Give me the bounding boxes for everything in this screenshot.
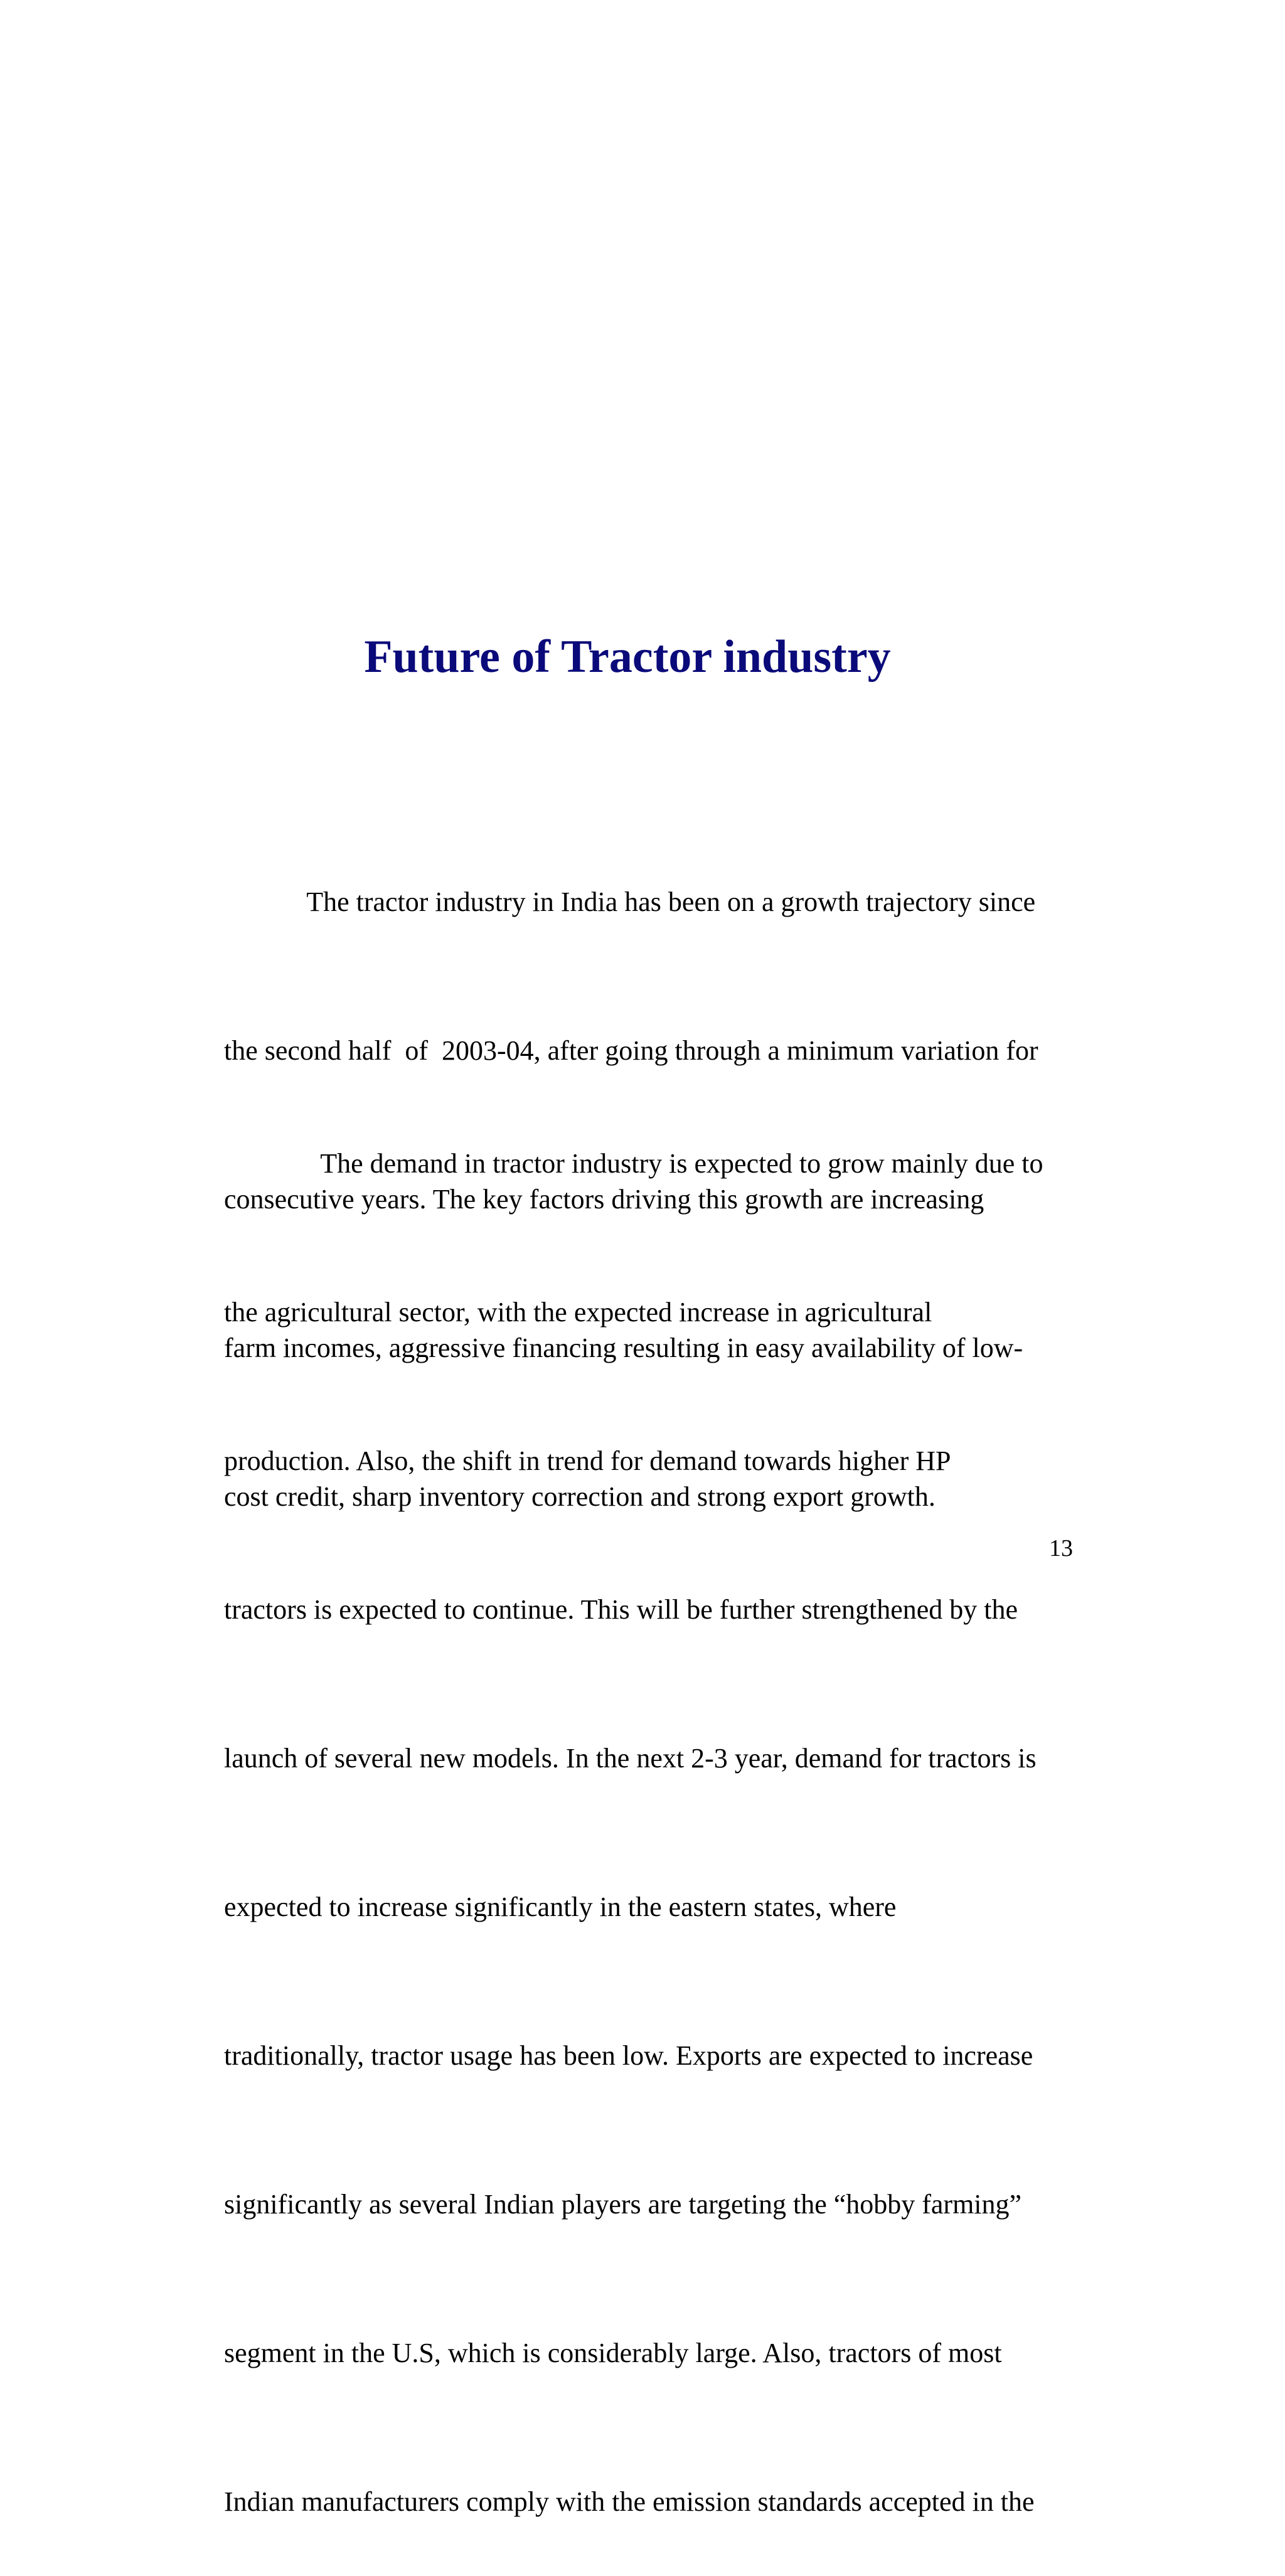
paragraph-line: The tractor industry in India has been on a growth trajectory since [224, 886, 1036, 917]
paragraph-line: cost credit, sharp inventory correction and strong export growth. [224, 1481, 936, 1512]
paragraph-line: traditionally, tractor usage has been low. Exports are expected to increase [224, 2040, 1033, 2071]
page-title: Future of Tractor industry [364, 631, 891, 683]
paragraph-2 [224, 1040, 1043, 2576]
paragraph-line: significantly as several Indian players are targeting the “hobby farming” [224, 2189, 1022, 2220]
paragraph-line: production. Also, the shift in trend for demand towards higher HP [224, 1445, 951, 1476]
paragraph-line: tractors is expected to continue. This will be further strengthened by the [224, 1594, 1018, 1625]
paragraph-line: farm incomes, aggressive financing resulting in easy availability of low- [224, 1333, 1023, 1363]
paragraph-line: segment in the U.S, which is considerably large. Also, tractors of most [224, 2338, 1002, 2368]
paragraph-line: launch of several new models. In the next 2-3 year, demand for tractors is [224, 1743, 1037, 1774]
paragraph-line: Indian manufacturers comply with the emission standards accepted in the [224, 2486, 1035, 2517]
paragraph-line: The demand in tractor industry is expected to grow mainly due to [224, 1148, 1043, 1179]
paragraph-line: the agricultural sector, with the expected increase in agricultural [224, 1297, 932, 1328]
paragraph-line: the second half of 2003-04, after going through a minimum variation for [224, 1035, 1038, 1066]
paragraph-line: consecutive years. The key factors driving this growth are increasing [224, 1184, 984, 1215]
page-number: 13 [1049, 1535, 1073, 1562]
paragraph-line: expected to increase significantly in the eastern states, where [224, 1892, 897, 1922]
